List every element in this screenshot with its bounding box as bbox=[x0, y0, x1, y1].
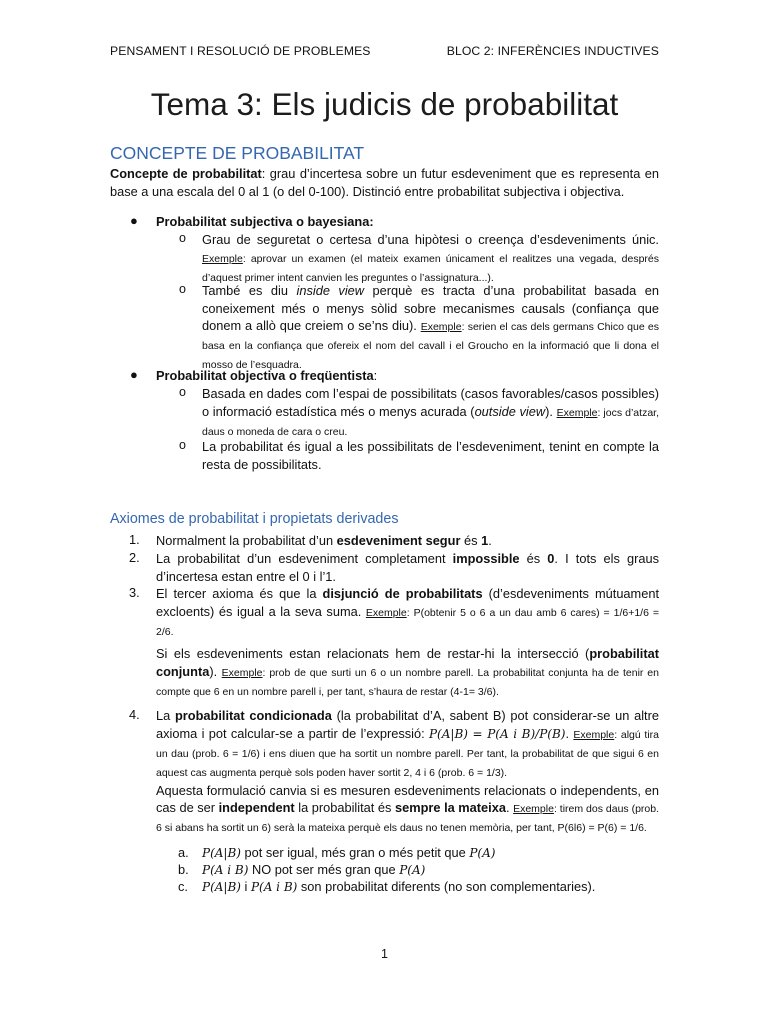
intro-paragraph bbox=[110, 165, 659, 200]
conditional-formula: P(A|B) = P(A i B)/P(B) bbox=[428, 726, 566, 741]
axiom-4-subitem-c: c. P(A|B) i P(A i B) son probabilitat diferents (no son complementaries). bbox=[178, 879, 596, 894]
sub-bullet-circle: o bbox=[179, 231, 186, 245]
sub-bullet-circle: o bbox=[179, 438, 186, 452]
sub-bullet-subjective-2: També es diu inside view perquè es tracta d’una probabilitat basada en coneixement més o menys sòlid sobre mecanismes causals (confiança que donem a allò que creiem o se’ns diu). Exemple: serien el cas dels germans Chico que es basa en la confiança que ofereix el nom del cavall i el Groucho en la informació que li dona el mosso de l’esquadra. bbox=[202, 283, 660, 371]
sub-bullet-circle: o bbox=[179, 282, 186, 296]
bullet-subjective-label: Probabilitat subjectiva o bayesiana: bbox=[156, 214, 374, 229]
sub-bullet-objective-1: Basada en dades com l’espai de possibilitats (casos favorables/casos possibles) o informació estadística més o menys acurada (outside view). Exemple: jocs d’atzar, daus o moneda de cara o creu. bbox=[202, 386, 659, 438]
axiom-4-subitem-b: b. P(A i B) NO pot ser més gran que P(A) bbox=[178, 862, 426, 877]
bullet-objective-label: Probabilitat objectiva o freqüentista: bbox=[156, 368, 378, 383]
axiom-4: La probabilitat condicionada (la probabilitat d’A, sabent B) pot considerar-se un altre axioma i pot calcular-se a partir de l’expressió: P(A|B) = P(A i B)/P(B). Exemple: algú tira un dau (prob. 6 = 1/6) i ens diuen que ha sortit un nombre parell. Per tant, la probabilitat de que sigui 6 en aquest cas augmenta perquè sols poden haver sortit 2, 4 i 6 (prob. 6 = 1/3). Aquesta formulació canvia si es mesuren esdeveniments relacionats o independents, en cas de ser independent la probabilitat és sempre la mateixa. Exemple: tirem dos daus (prob. 6 si abans ha sortit un 6) serà la mateixa perquè els daus no tenen memòria, per tant, P(6l6) = P(6) = 1/6. bbox=[156, 708, 659, 834]
axiom-4-subitem-a: a. P(A|B) pot ser igual, més gran o més petit que P(A) bbox=[178, 845, 496, 860]
axiom-3: El tercer axioma és que la disjunció de probabilitats (d’esdeveniments mútuament excloents) és igual a la seva suma. Exemple: P(obtenir 5 o 6 a un dau amb 6 cares) = 1/6+1/6 = 2/6. bbox=[156, 586, 659, 638]
joint-probability-paragraph: Si els esdeveniments estan relacionats hem de restar-hi la intersecció (probabilitat conjunta). Exemple: prob de que surti un 6 o un nombre parell. La probabilitat conjunta ha de tenir en compte que 6 en un nombre parell i, per tant, s’haura de restar (4-1= 3/6). bbox=[156, 646, 659, 698]
section-heading-concept: CONCEPTE DE PROBABILITAT bbox=[110, 143, 365, 163]
page-number: 1 bbox=[381, 947, 388, 961]
intro-bold: Concepte de probabilitat bbox=[110, 166, 262, 181]
axiom-1: Normalment la probabilitat d’un esdeveniment segur és 1. bbox=[156, 533, 492, 548]
sub-bullet-circle: o bbox=[179, 385, 186, 399]
intro-text: : grau d’incertesa sobre un futur esdeveniment que es representa en base a una escala del 0 al 1 (o del 0-100). Distinció entre probabilitat subjectiva i objectiva. bbox=[110, 166, 659, 199]
list-number: 1. bbox=[129, 532, 140, 547]
page-title: Tema 3: Els judicis de probabilitat bbox=[150, 86, 619, 122]
sub-bullet-subjective-1: Grau de seguretat o certesa d’una hipòtesi o creença d’esdeveniments únic. Exemple: aprovar un examen (el mateix examen únicament el realitzes una vegada, després d’aquest primer intent canvien les preguntes o l’assignatura...). bbox=[202, 232, 659, 284]
axiom-2: La probabilitat d’un esdeveniment completament impossible és 0. I tots els graus d’incertesa estan entre el 0 i l’1. bbox=[156, 551, 659, 584]
list-number: 3. bbox=[129, 585, 140, 600]
section-heading-axioms: Axiomes de probabilitat i propietats derivades bbox=[110, 511, 399, 527]
sub-bullet-objective-2: La probabilitat és igual a les possibilitats de l’esdeveniment, tenint en compte la resta de possibilitats. bbox=[202, 439, 659, 472]
bullet-dot: ● bbox=[130, 213, 138, 228]
header-left: PENSAMENT I RESOLUCIÓ DE PROBLEMES bbox=[110, 44, 371, 58]
header-right: BLOC 2: INFERÈNCIES INDUCTIVES bbox=[446, 44, 659, 58]
list-number: 4. bbox=[129, 707, 140, 722]
list-number: 2. bbox=[129, 550, 140, 565]
bullet-dot: ● bbox=[130, 367, 138, 382]
document-page bbox=[110, 0, 659, 1024]
